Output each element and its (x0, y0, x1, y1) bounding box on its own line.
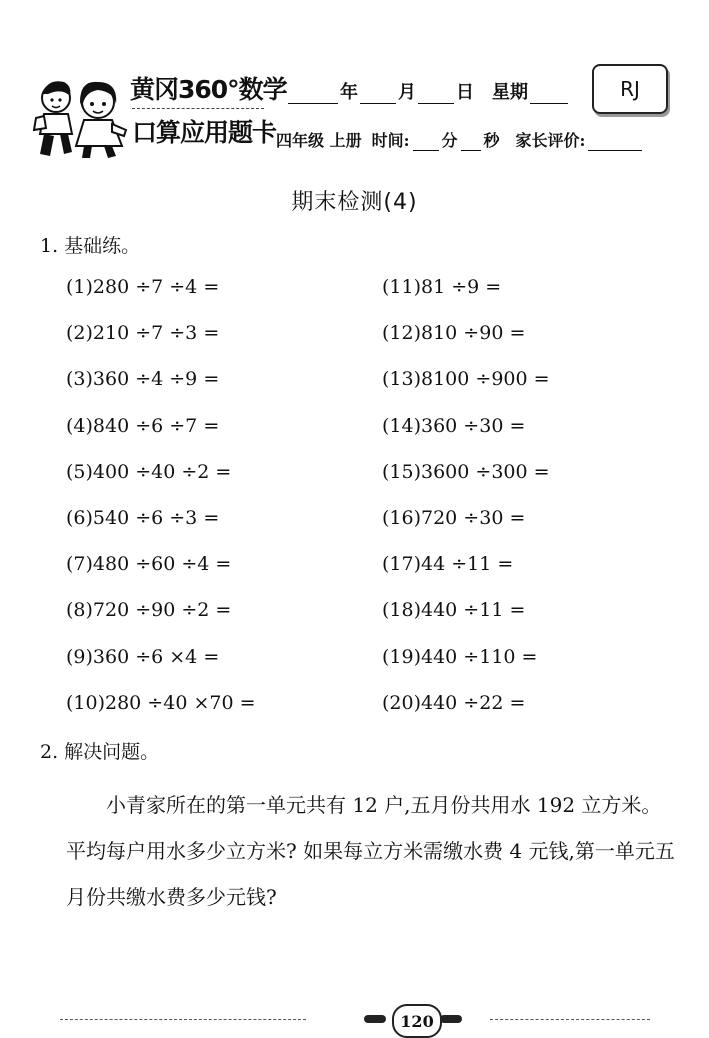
minute-blank[interactable] (413, 134, 439, 151)
problem-row (66, 322, 626, 368)
parent-eval-label: 家长评价: (515, 131, 586, 150)
year-label: 年 (340, 82, 358, 103)
problem-row (66, 276, 626, 322)
problem-row (66, 507, 626, 553)
problem-row (66, 553, 626, 599)
problem-7: (7)480 ÷60 ÷4 = (66, 553, 232, 576)
problem-row (66, 415, 626, 461)
problem-14: (14)360 ÷30 = (382, 414, 526, 437)
section1-label: 1. 基础练。 (40, 235, 141, 257)
problem-4: (4)840 ÷6 ÷7 = (66, 414, 220, 437)
date-line (288, 78, 568, 104)
footer-dash-left (60, 1019, 306, 1020)
problem-10: (10)280 ÷40 ×70 = (66, 691, 256, 714)
problem-20: (20)440 ÷22 = (382, 691, 526, 714)
edition-badge: RJ (592, 64, 668, 114)
problem-17: (17)44 ÷11 = (382, 553, 514, 576)
problem-row (66, 368, 626, 414)
problem-8: (8)720 ÷90 ÷2 = (66, 599, 232, 622)
problem-1: (1)280 ÷7 ÷4 = (66, 276, 220, 298)
problem-18: (18)440 ÷11 = (382, 599, 526, 622)
minute-label: 分 (441, 131, 458, 150)
time-label: 时间: (371, 131, 410, 150)
problem-12: (12)810 ÷90 = (382, 322, 526, 345)
weekday-label: 星期 (492, 82, 528, 103)
footer-knob-right (440, 1015, 462, 1023)
problem-6: (6)540 ÷6 ÷3 = (66, 506, 220, 529)
second-label: 秒 (483, 131, 500, 150)
parent-eval-blank[interactable] (588, 134, 642, 151)
problem-2: (2)210 ÷7 ÷3 = (66, 322, 220, 345)
word-problem-text: 小青家所在的第一单元共有 12 户,五月份共用水 192 立方米。平均每户用水多少立方米? 如果每立方米需缴水费 4 元钱,第一单元五月份共缴水费多少元钱? (66, 793, 675, 909)
problem-3: (3)360 ÷4 ÷9 = (66, 368, 220, 391)
page-title: 期末检测(4) (291, 190, 418, 215)
footer-knob-left (364, 1015, 386, 1023)
day-label: 日 (456, 82, 474, 103)
month-label: 月 (398, 82, 416, 103)
problem-16: (16)720 ÷30 = (382, 506, 526, 529)
problem-13: (13)8100 ÷900 = (382, 368, 550, 391)
problem-5: (5)400 ÷40 ÷2 = (66, 460, 232, 483)
second-blank[interactable] (461, 134, 481, 151)
brand-divider (132, 108, 264, 109)
page-number: 120 (392, 1004, 442, 1038)
problem-row (66, 599, 626, 645)
cartoon-kids-logo (28, 72, 134, 162)
footer-dash-right (490, 1019, 650, 1020)
brand-title: 黄冈360°数学 (130, 75, 287, 104)
problem-row (66, 461, 626, 507)
grade-label: 四年级 上册 (276, 131, 362, 150)
problem-9: (9)360 ÷6 ×4 = (66, 645, 220, 668)
problem-19: (19)440 ÷110 = (382, 645, 538, 668)
problem-11: (11)81 ÷9 = (382, 276, 502, 298)
problem-row (66, 692, 626, 738)
weekday-blank[interactable] (530, 85, 568, 104)
section2-label: 2. 解决问题。 (40, 741, 160, 763)
meta-line (276, 128, 642, 151)
year-blank[interactable] (288, 85, 338, 104)
problem-grid (66, 276, 626, 738)
brand-subtitle: 口算应用题卡 (132, 118, 277, 147)
month-blank[interactable] (360, 85, 396, 104)
problem-row (66, 646, 626, 692)
problem-15: (15)3600 ÷300 = (382, 460, 550, 483)
page-footer (60, 1004, 650, 1034)
day-blank[interactable] (418, 85, 454, 104)
